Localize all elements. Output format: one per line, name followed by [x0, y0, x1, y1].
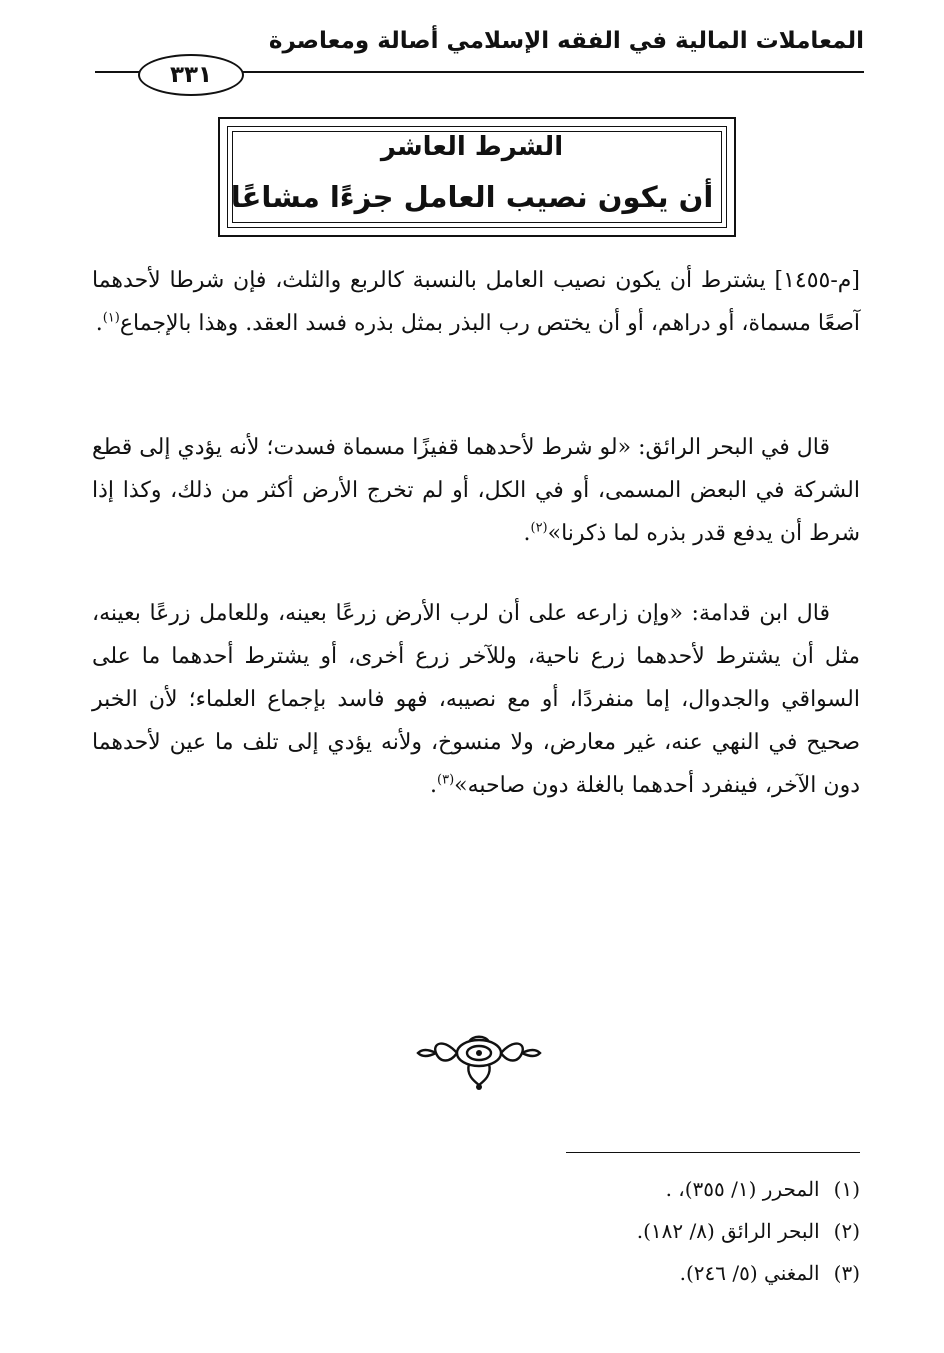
section-title: الشرط العاشر [380, 132, 564, 162]
running-header-title: المعاملات المالية في الفقه الإسلامي أصالة ومعاصرة [268, 28, 864, 54]
footnote-3 [460, 1252, 860, 1294]
paragraph-2-text: قال في البحر الرائق: «لو شرط لأحدهما قفيزًا مسماة فسدت؛ لأنه يؤدي إلى قطع الشركة في البعض المسمى، أو في الكل، أو لم تخرج الأرض أكثر من ذلك، وكذا إذا شرط أن يدفع قدر بذره لما ذكرنا» [92, 435, 860, 546]
paragraph-3 [92, 592, 860, 807]
paragraph-3-text: قال ابن قدامة: «وإن زارعه على أن لرب الأرض زرعًا بعينه، وللعامل زرعًا بعينه، مثل أن يشترط لأحدهما زرع ناحية، وللآخر زرع أخرى، أو يشترط أحدهما ما على السواقي والجدوال، إما منفردًا، أو مع نصيبه، فهو فاسد بإجماع العلماء؛ لأن الخبر صحيح في النهي عنه، غير معارض، ولا منسوخ، ولأنه يؤدي إلى تلف ما عين لأحدهما دون الآخر، فينفرد أحدهما بالغلة دون صاحبه» [92, 601, 860, 798]
footnotes [460, 1168, 860, 1294]
section-subtitle: أن يكون نصيب العامل جزءًا مشاعًا [230, 180, 714, 214]
decorative-knot-ornament-icon [414, 1023, 544, 1093]
footnote-separator [566, 1152, 860, 1153]
footnote-ref-2[interactable]: (٢) [530, 520, 548, 536]
paragraph-3-end: . [430, 773, 437, 798]
footnote-1 [460, 1168, 860, 1210]
footnote-3-number: (٣) [833, 1261, 860, 1285]
footnote-2 [460, 1210, 860, 1252]
paragraph-1-end: . [95, 311, 103, 336]
footnote-ref-1[interactable]: (١) [102, 310, 120, 326]
footnote-2-text: البحر الرائق (٨/ ١٨٢). [636, 1219, 820, 1243]
page-number: ٣٣١ [138, 54, 244, 96]
paragraph-2-end: . [523, 521, 531, 546]
paragraph-1 [92, 259, 860, 345]
paragraph-1-text: [م-١٤٥٥] يشترط أن يكون نصيب العامل بالنسبة كالربع والثلث، فإن شرطا لأحدهما آصعًا مسماة، أو دراهم، أو أن يختص رب البذر بمثل بذره فسد العقد. وهذا بالإجماع [92, 268, 860, 336]
footnote-3-text: المغني (٥/ ٢٤٦). [679, 1261, 820, 1285]
footnote-2-number: (٢) [833, 1219, 860, 1243]
footnote-ref-3[interactable]: (٣) [437, 772, 455, 788]
footnote-1-text: المحرر (١/ ٣٥٥)، . [665, 1177, 820, 1201]
paragraph-2 [92, 426, 860, 555]
footnote-1-number: (١) [833, 1177, 860, 1201]
